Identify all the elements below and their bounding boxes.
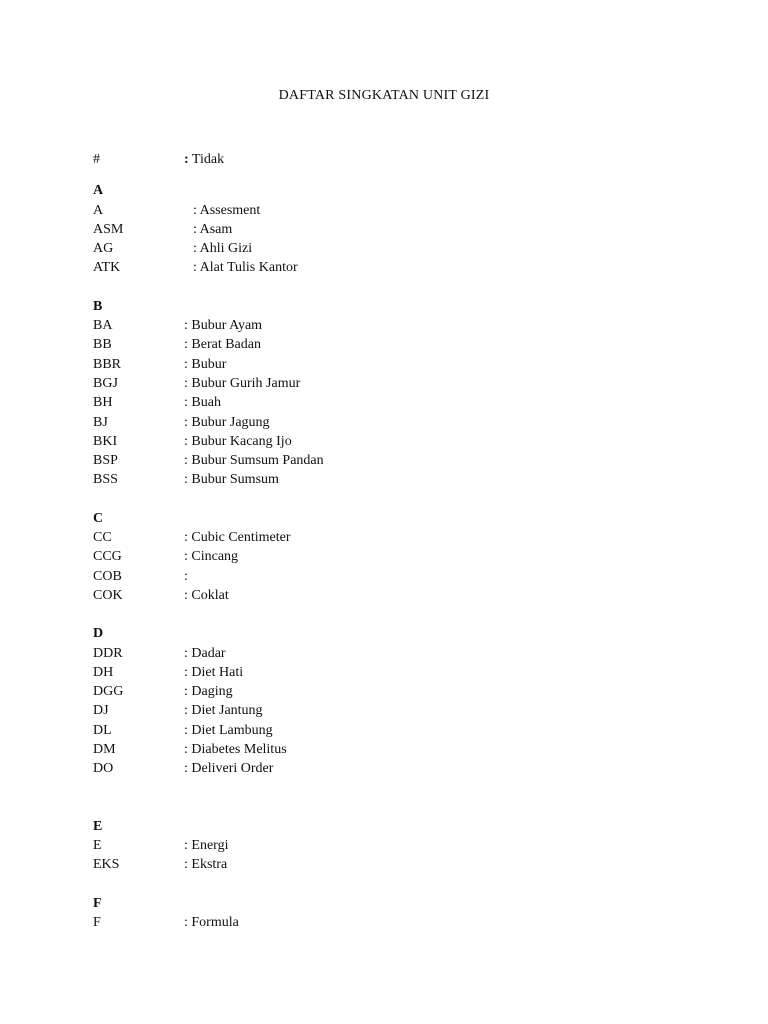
abbreviation: DO	[93, 761, 114, 777]
abbreviation: BGJ	[93, 375, 118, 391]
list-item	[93, 547, 693, 566]
abbreviation: BKI	[93, 433, 118, 449]
list-item	[93, 855, 693, 874]
section-heading-c: C	[93, 510, 104, 526]
section-heading-d: D	[93, 626, 104, 642]
list-item	[93, 470, 693, 489]
list-item	[93, 316, 693, 335]
abbreviation: BSS	[93, 472, 118, 488]
abbreviation: DH	[93, 664, 114, 680]
description: : Diet Hati	[184, 664, 244, 680]
abbreviation: DL	[93, 722, 112, 738]
description: : Assesment	[193, 202, 261, 218]
description: : Bubur Jagung	[184, 414, 270, 430]
description: : Diet Jantung	[184, 703, 263, 719]
section-heading-b: B	[93, 298, 103, 314]
abbreviation: A	[93, 202, 104, 218]
abbreviation: #	[93, 152, 100, 167]
list-item	[93, 644, 693, 663]
description: : Bubur Gurih Jamur	[184, 375, 301, 391]
list-item	[93, 682, 693, 701]
list-item	[93, 721, 693, 740]
document-title: DAFTAR SINGKATAN UNIT GIZI	[278, 88, 490, 103]
list-item	[93, 239, 693, 258]
description: : Formula	[184, 914, 239, 930]
abbreviation: DJ	[93, 703, 109, 719]
description: : Bubur Kacang Ijo	[184, 433, 292, 449]
description: : Alat Tulis Kantor	[193, 260, 298, 276]
description: : Cincang	[184, 549, 239, 565]
abbreviation: CC	[93, 530, 112, 546]
description: : Dadar	[184, 645, 226, 661]
description: : Deliveri Order	[184, 761, 274, 777]
section-heading-f: F	[93, 895, 102, 911]
description: : Bubur	[184, 356, 227, 372]
abbreviation: E	[93, 837, 102, 853]
description: :	[184, 568, 188, 584]
description: : Ekstra	[184, 857, 228, 873]
abbreviation: BB	[93, 337, 112, 353]
description: : Daging	[184, 684, 233, 700]
abbreviation: BA	[93, 318, 113, 334]
section-heading-a: A	[93, 183, 104, 199]
description	[184, 150, 224, 169]
list-item	[93, 393, 693, 412]
list-item-hash	[93, 150, 693, 169]
description: : Ahli Gizi	[193, 241, 253, 257]
description: : Bubur Sumsum Pandan	[184, 453, 324, 469]
description: : Cubic Centimeter	[184, 530, 291, 546]
description: : Asam	[193, 221, 233, 237]
abbreviation: ATK	[93, 260, 121, 276]
list-item	[93, 374, 693, 393]
description: : Bubur Sumsum	[184, 472, 279, 488]
list-item	[93, 451, 693, 470]
abbreviation: DDR	[93, 645, 123, 661]
list-item	[93, 663, 693, 682]
list-item	[93, 528, 693, 547]
list-item	[93, 836, 693, 855]
list-item	[93, 355, 693, 374]
abbreviation: COK	[93, 587, 123, 603]
list-item	[93, 413, 693, 432]
description: : Buah	[184, 395, 221, 411]
list-item	[93, 567, 693, 586]
list-item	[93, 759, 693, 778]
description: : Energi	[184, 837, 229, 853]
abbreviation: DGG	[93, 684, 124, 700]
list-item	[93, 258, 693, 277]
abbreviation: CCG	[93, 549, 122, 565]
abbreviation: F	[93, 914, 101, 930]
description: : Diabetes Melitus	[184, 742, 287, 758]
abbreviation: BH	[93, 395, 113, 411]
colon: :	[184, 152, 189, 167]
list-item	[93, 740, 693, 759]
abbreviation-list	[93, 150, 693, 932]
list-item	[93, 701, 693, 720]
abbreviation: AG	[93, 241, 114, 257]
abbreviation: EKS	[93, 857, 120, 873]
list-item	[93, 335, 693, 354]
list-item	[93, 432, 693, 451]
abbreviation: ASM	[93, 221, 124, 237]
abbreviation: BJ	[93, 414, 108, 430]
abbreviation: DM	[93, 742, 116, 758]
list-item	[93, 586, 693, 605]
abbreviation: COB	[93, 568, 122, 584]
description: : Berat Badan	[184, 337, 261, 353]
description: : Diet Lambung	[184, 722, 273, 738]
list-item	[93, 913, 693, 932]
list-item	[93, 220, 693, 239]
list-item	[93, 201, 693, 220]
description: : Bubur Ayam	[184, 318, 263, 334]
abbreviation: BBR	[93, 356, 122, 372]
description: : Coklat	[184, 587, 229, 603]
description-text: Tidak	[188, 152, 225, 167]
abbreviation: BSP	[93, 453, 118, 469]
section-heading-e: E	[93, 818, 103, 834]
